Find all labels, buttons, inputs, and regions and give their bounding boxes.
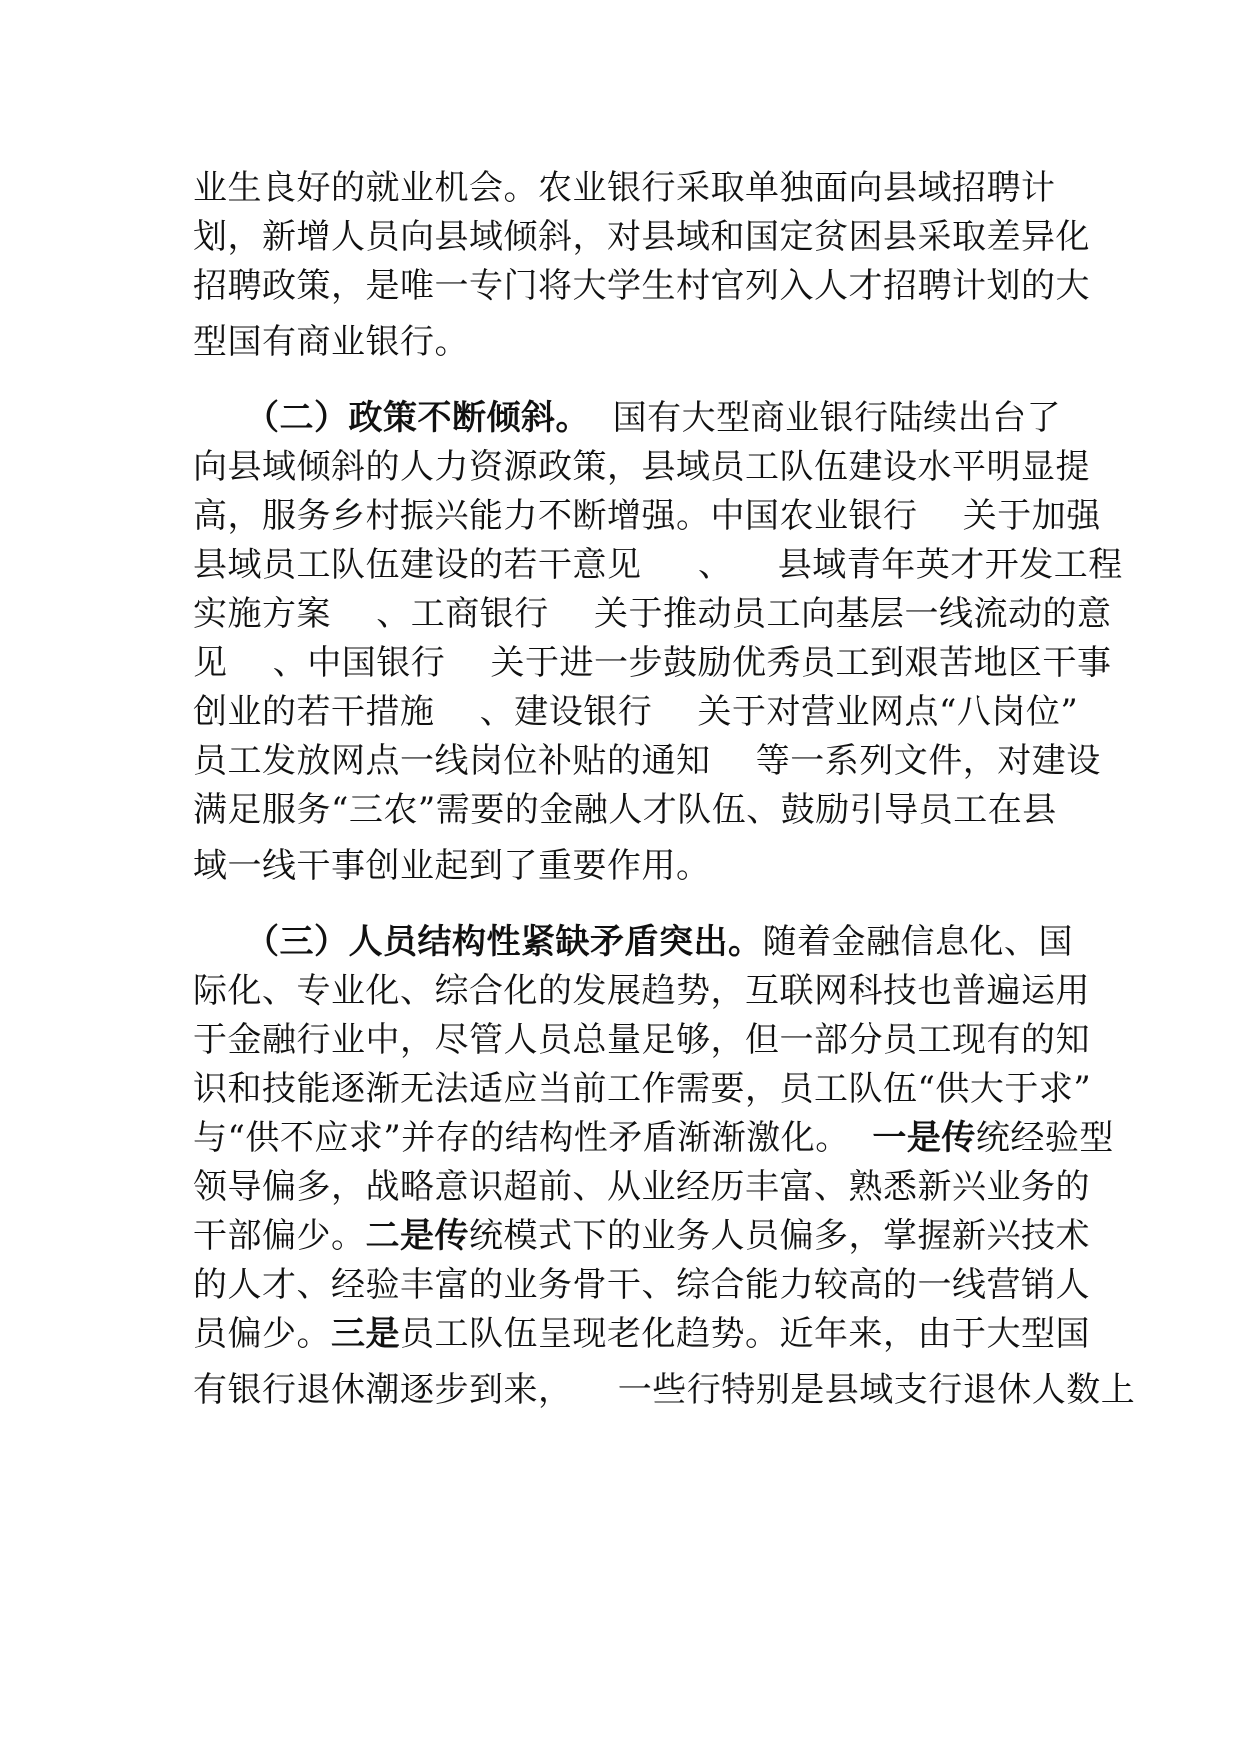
text-run: 员工队伍呈现老化趋势。近年来，由于大型国 xyxy=(400,1314,1090,1354)
text-run: 随着金融信息化、国 xyxy=(762,922,1073,962)
emphasis-second: 二是传 xyxy=(365,1216,469,1256)
text-run: 于金融行业中，尽管人员总量足够，但一部分员工现有的知 xyxy=(193,1020,1090,1060)
body-text-line xyxy=(193,443,1090,491)
emphasis-first: 一是传 xyxy=(872,1118,976,1158)
text-run: 创业的若干措施 、建设银行 关于对营业网点“八岗位” xyxy=(193,692,1079,732)
section-heading-line xyxy=(193,394,1062,442)
text-run: 高，服务乡村振兴能力不断增强。中国农业银行 关于加强 xyxy=(193,496,1101,536)
body-text-line xyxy=(193,1163,1090,1211)
text-run: 统模式下的业务人员偏多，掌握新兴技术 xyxy=(469,1216,1090,1256)
body-text-line xyxy=(193,786,1057,834)
text-run: 有银行退休潮逐步到来， 一些行特别是县域支行退休人数上 xyxy=(193,1370,1136,1410)
body-text-line xyxy=(193,1366,1136,1414)
text-run: 县域员工队伍建设的若干意见 、 县域青年英才开发工程 xyxy=(193,545,1123,585)
body-text-line xyxy=(193,639,1112,687)
body-text-line xyxy=(193,842,1053,890)
body-text-line xyxy=(193,737,1101,785)
body-text-line xyxy=(193,1065,1092,1113)
body-text-line xyxy=(193,262,1090,310)
body-text-line xyxy=(193,318,1053,366)
text-run: 型国有商业银行。 xyxy=(193,322,469,362)
emphasis-third: 三是 xyxy=(331,1314,400,1354)
body-text-line xyxy=(193,1212,1090,1260)
text-run: 领导偏多，战略意识超前、从业经历丰富、熟悉新兴业务的 xyxy=(193,1167,1090,1207)
text-run: 统经验型 xyxy=(975,1118,1114,1158)
body-text-line xyxy=(193,590,1112,638)
text-run: 员偏少。 xyxy=(193,1314,331,1354)
text-run: 识和技能逐渐无法适应当前工作需要，员工队伍“供大于求” xyxy=(193,1069,1092,1109)
text-run: 满足服务“三农”需要的金融人才队伍、鼓励引导员工在县 xyxy=(193,790,1057,830)
section-heading-line xyxy=(193,918,1073,966)
body-text-line xyxy=(193,492,1101,540)
text-run: 业生良好的就业机会。农业银行采取单独面向县域招聘计 xyxy=(193,168,1056,208)
section-heading-two: （二）政策不断倾斜。 xyxy=(193,398,590,438)
text-run: 的人才、经验丰富的业务骨干、综合能力较高的一线营销人 xyxy=(193,1265,1090,1305)
body-text-line xyxy=(193,1016,1090,1064)
text-run: 国有大型商业银行陆续出台了 xyxy=(590,398,1062,438)
body-text-line xyxy=(193,1261,1090,1309)
text-run: 际化、专业化、综合化的发展趋势，互联网科技也普遍运用 xyxy=(193,971,1090,1011)
section-heading-three: （三）人员结构性紧缺矛盾突出。 xyxy=(193,922,763,962)
body-text-line xyxy=(193,213,1090,261)
body-text-line xyxy=(193,1310,1090,1358)
body-text-line xyxy=(193,1114,1114,1162)
body-text-line xyxy=(193,541,1123,589)
text-run: 见 、中国银行 关于进一步鼓励优秀员工到艰苦地区干事 xyxy=(193,643,1112,683)
text-run: 员工发放网点一线岗位补贴的通知 等一系列文件，对建设 xyxy=(193,741,1101,781)
text-run: 招聘政策，是唯一专门将大学生村官列入人才招聘计划的大 xyxy=(193,266,1090,306)
text-run: 划，新增人员向县域倾斜，对县域和国定贫困县采取差异化 xyxy=(193,217,1090,257)
text-run: 实施方案 、工商银行 关于推动员工向基层一线流动的意 xyxy=(193,594,1112,634)
body-text-line xyxy=(193,164,1056,212)
text-run: 干部偏少。 xyxy=(193,1216,366,1256)
body-text-line xyxy=(193,688,1079,736)
text-run: 域一线干事创业起到了重要作用。 xyxy=(193,846,711,886)
body-text-line xyxy=(193,967,1090,1015)
text-run: 与“供不应求”并存的结构性矛盾渐渐激化。 xyxy=(193,1118,873,1158)
text-run: 向县域倾斜的人力资源政策，县域员工队伍建设水平明显提 xyxy=(193,447,1090,487)
